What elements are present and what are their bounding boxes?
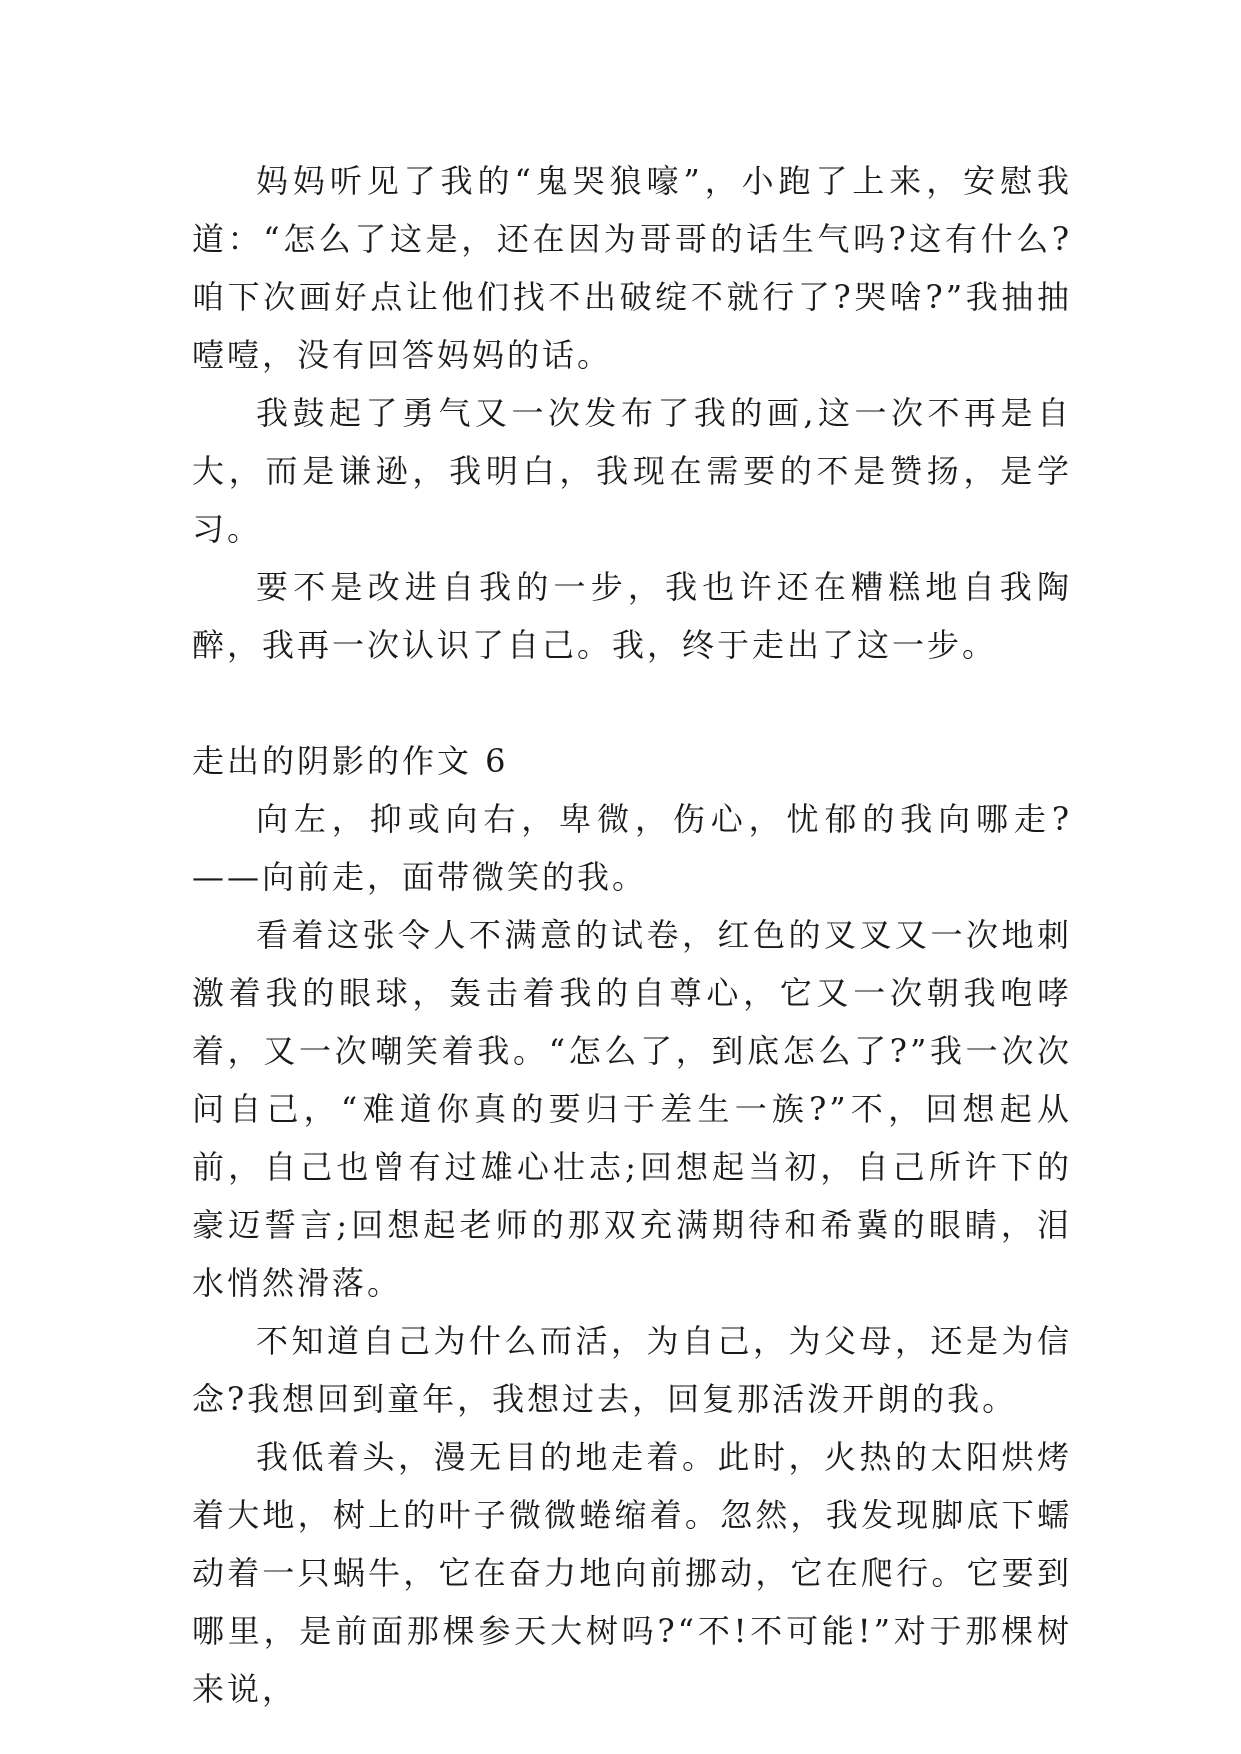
- paragraph-why-live: 不知道自己为什么而活，为自己，为父母，还是为信念?我想回到童年，我想过去，回复那活泼开朗的我。: [192, 1322, 1072, 1418]
- paragraph-which-way: 向左，抑或向右，卑微，伤心，忧郁的我向哪走?——向前走，面带微笑的我。: [192, 800, 1072, 896]
- essay-heading: 走出的阴影的作文 6: [192, 742, 509, 780]
- section-spacer: [192, 674, 1072, 732]
- document-body: [192, 152, 1072, 1718]
- paragraph-step-forward: 要不是改进自我的一步，我也许还在糟糕地自我陶醉，我再一次认识了自己。我，终于走出了这一步。: [192, 568, 1072, 664]
- paragraph-snail: 我低着头，漫无目的地走着。此时，火热的太阳烘烤着大地，树上的叶子微微蜷缩着。忽然，我发现脚底下蠕动着一只蜗牛，它在奋力地向前挪动，它在爬行。它要到哪里，是前面那棵参天大树吗?“不!不可能!”对于那棵树来说，: [192, 1438, 1072, 1708]
- paragraph-courage: 我鼓起了勇气又一次发布了我的画,这一次不再是自大，而是谦逊，我明白，我现在需要的不是赞扬，是学习。: [192, 394, 1072, 548]
- paragraph-mom-comforts: 妈妈听见了我的“鬼哭狼嚎”，小跑了上来，安慰我道：“怎么了这是，还在因为哥哥的话生气吗?这有什么?咱下次画好点让他们找不出破绽不就行了?哭啥?”我抽抽噎噎，没有回答妈妈的话。: [192, 162, 1072, 374]
- paragraph-exam-paper: 看着这张令人不满意的试卷，红色的叉叉又一次地刺激着我的眼球，轰击着我的自尊心，它又一次朝我咆哮着，又一次嘲笑着我。“怎么了，到底怎么了?”我一次次问自己，“难道你真的要归于差生一族?”不，回想起从前，自己也曾有过雄心壮志;回想起当初，自己所许下的豪迈誓言;回想起老师的那双充满期待和希冀的眼睛，泪水悄然滑落。: [192, 916, 1072, 1302]
